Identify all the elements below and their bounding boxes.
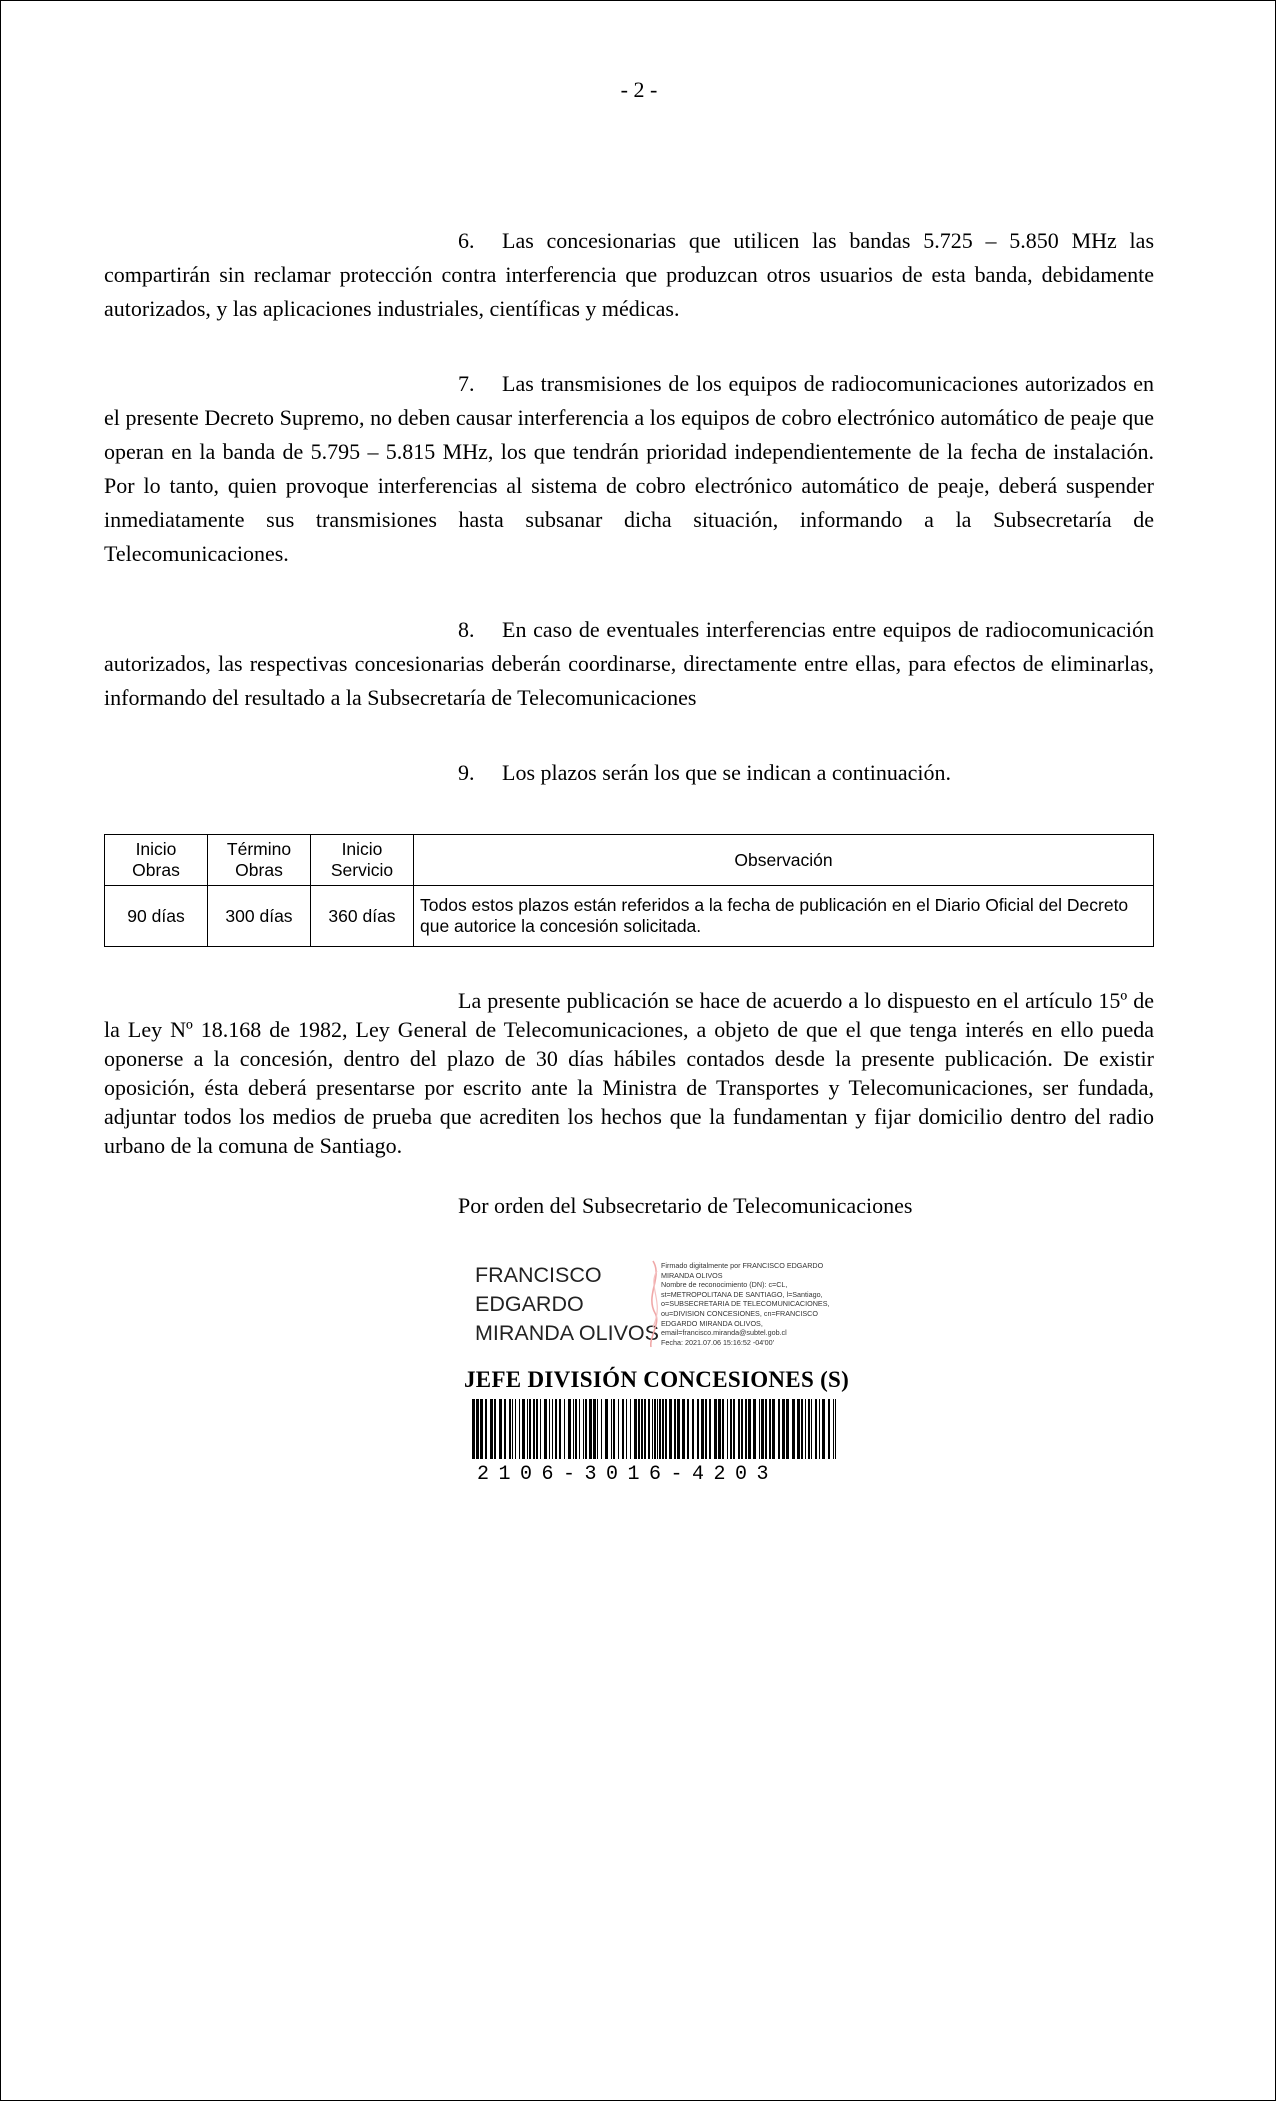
signer-role: JEFE DIVISIÓN CONCESIONES (S) — [464, 1367, 850, 1392]
signature-detail-line: email=francisco.miranda@subtel.gob.cl — [661, 1328, 787, 1338]
plazos-table — [104, 834, 1154, 947]
cell-observacion: Todos estos plazos están referidos a la fecha de publicación en el Diario Oficial del Decreto que autorice la concesión solicitada. — [414, 886, 1154, 947]
paragraph-6-text: Las concesionarias que utilicen las bandas 5.725 – 5.850 MHz las compartirán sin reclamar protección contra interferencia que produzcan otros usuarios de esta banda, debidamente autorizados, y las aplicaciones industriales, científicas y médicas. — [104, 228, 1154, 321]
cell-inicio-obras: 90 días — [105, 886, 208, 947]
signature-detail-line: MIRANDA OLIVOS — [661, 1270, 723, 1280]
signature-details — [661, 1261, 841, 1347]
signature-detail-line: st=METROPOLITANA DE SANTIAGO, l=Santiago, — [661, 1289, 823, 1299]
signer-name-line-1: FRANCISCO — [475, 1263, 602, 1287]
signer-name-line-2: EDGARDO — [475, 1292, 584, 1316]
header-termino-obras: Término Obras — [208, 835, 311, 886]
paragraph-7-text: Las transmisiones de los equipos de radiocomunicaciones autorizados en el presente Decreto Supremo, no deben causar interferencia a los equipos de cobro electrónico automático de peaje que operan en la banda de 5.795 – 5.815 MHz, los que tendrán prioridad independientemente de la fecha de instalación. Por lo tanto, quien provoque interferencias al sistema de cobro electrónico automático de peaje, deberá suspender inmediatamente sus transmisiones hasta subsanar dicha situación, informando a la Subsecretaría de Telecomunicaciones. — [104, 371, 1154, 566]
digital-signature — [475, 1257, 865, 1349]
signature-detail-line: Nombre de reconocimiento (DN): c=CL, — [661, 1280, 788, 1290]
signature-detail-line: ou=DIVISION CONCESIONES, cn=FRANCISCO — [661, 1308, 818, 1318]
signer-name-line-3: MIRANDA OLIVOS — [475, 1321, 659, 1345]
barcode-number: 2106-3016-4203 — [477, 1463, 779, 1486]
header-inicio-obras: Inicio Obras — [105, 835, 208, 886]
cell-inicio-servicio: 360 días — [311, 886, 414, 947]
publication-text: La presente publicación se hace de acuerdo a lo dispuesto en el artículo 15º de la Ley Nº 18.168 de 1982, Ley General de Telecomunicaciones, a objeto de que el que tenga interés en ello pueda oponerse a la concesión, dentro del plazo de 30 días hábiles contados desde la presente publicación. De existir oposición, ésta deberá presentarse por escrito ante la Ministra de Transportes y Telecomunicaciones, ser fundada, adjuntar todos los medios de prueba que acrediten los hechos que la fundamentan y fijar domicilio dentro del radio urbano de la comuna de Santiago. — [104, 988, 1154, 1158]
barcode-icon — [472, 1399, 840, 1461]
cell-termino-obras: 300 días — [208, 886, 311, 947]
header-observacion: Observación — [414, 835, 1154, 886]
paragraph-9-number: 9. — [458, 760, 475, 785]
table-header-row — [105, 835, 1154, 886]
publication-paragraph — [104, 986, 1154, 1160]
paragraph-7-number: 7. — [458, 371, 475, 396]
paragraph-9 — [104, 756, 1154, 790]
order-line: Por orden del Subsecretario de Telecomunicaciones — [458, 1193, 913, 1218]
paragraph-7 — [104, 367, 1154, 571]
table-row — [105, 886, 1154, 947]
paragraph-8-number: 8. — [458, 617, 475, 642]
page-number: - 2 - — [620, 77, 658, 102]
signer-name — [475, 1261, 659, 1348]
signature-detail-line: Firmado digitalmente por FRANCISCO EDGARDO — [661, 1261, 824, 1270]
paragraph-8-text: En caso de eventuales interferencias entre equipos de radiocomunicación autorizados, las respectivas concesionarias deberán coordinarse, directamente entre ellas, para efectos de eliminarlas, informando del resultado a la Subsecretaría de Telecomunicaciones — [104, 617, 1154, 710]
paragraph-6 — [104, 224, 1154, 326]
paragraph-9-text: Los plazos serán los que se indican a continuación. — [502, 760, 952, 785]
header-inicio-servicio: Inicio Servicio — [311, 835, 414, 886]
paragraph-6-number: 6. — [458, 228, 475, 253]
paragraph-8 — [104, 613, 1154, 715]
signature-detail-line: o=SUBSECRETARIA DE TELECOMUNICACIONES, — [661, 1299, 830, 1309]
signature-detail-line: Fecha: 2021.07.06 15:16:52 -04'00' — [661, 1337, 775, 1347]
signature-detail-line: EDGARDO MIRANDA OLIVOS, — [661, 1318, 763, 1328]
